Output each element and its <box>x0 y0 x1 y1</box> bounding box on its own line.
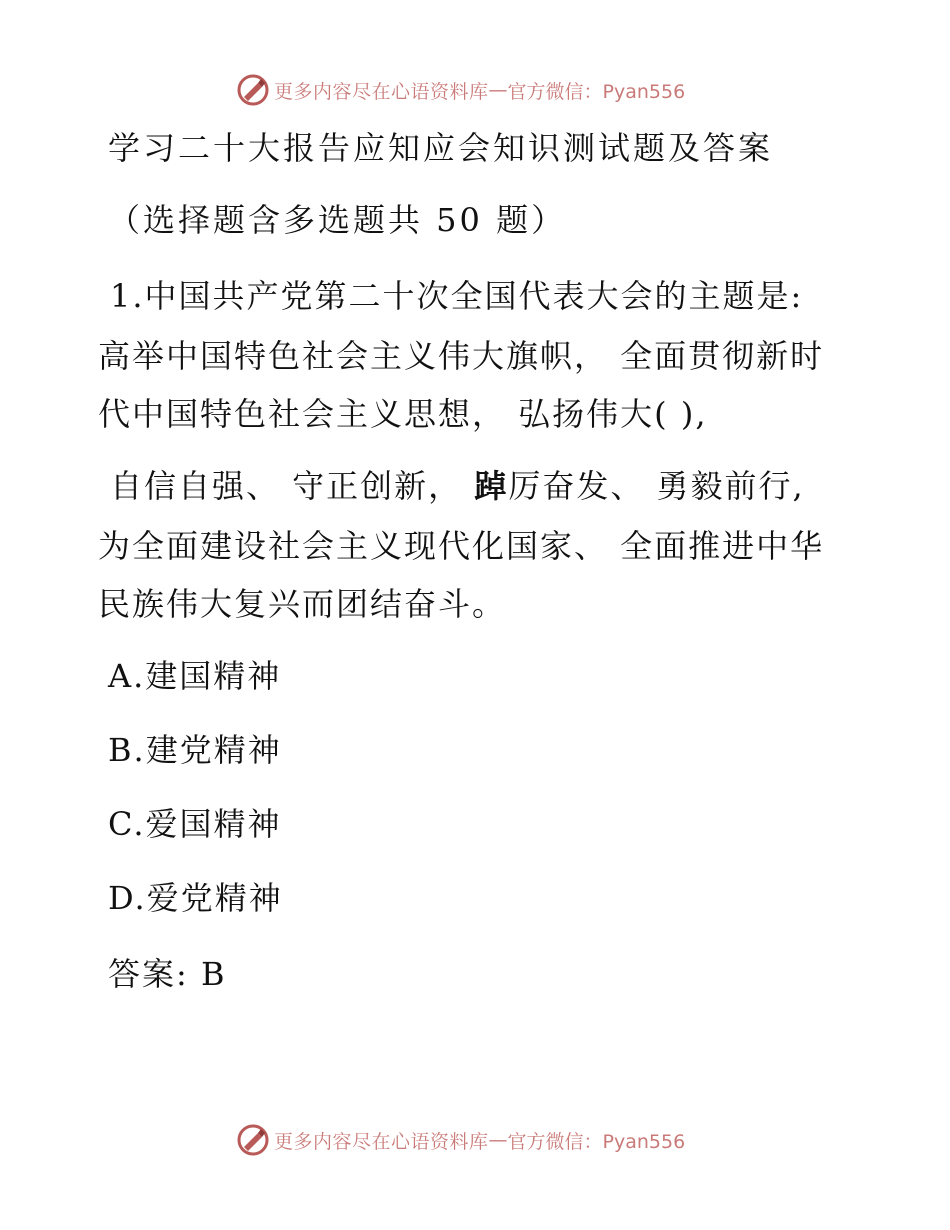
question-line: 为全面建设社会主义现代化国家、 全面推进中华 <box>98 527 825 565</box>
pen-logo-icon <box>236 1123 270 1157</box>
question-line: 1.中国共产党第二十次全国代表大会的主题是: <box>110 277 804 315</box>
header-watermark <box>236 72 685 108</box>
document-title: 学习二十大报告应知应会知识测试题及答案 <box>108 129 774 167</box>
option-d: D.爱党精神 <box>108 879 283 917</box>
option-b: B.建党精神 <box>108 731 282 769</box>
watermark-contact: 官方微信：Pyan556 <box>507 80 686 103</box>
watermark-text: 更多内容尽在心语资料库 <box>274 1130 489 1153</box>
question-line <box>110 466 805 506</box>
option-c: C.爱国精神 <box>108 805 282 843</box>
document-subtitle: （选择题含多选题共 50 题） <box>108 201 567 239</box>
footer-watermark <box>236 1122 685 1158</box>
question-line: 代中国特色社会主义思想， 弘扬伟大( ), <box>98 395 708 433</box>
question-line: 高举中国特色社会主义伟大旗帜， 全面贯彻新时 <box>98 337 825 375</box>
pen-logo-icon <box>236 73 270 107</box>
watermark-contact: 官方微信：Pyan556 <box>507 1130 686 1153</box>
question-line: 民族伟大复兴而团结奋斗。 <box>98 585 507 623</box>
watermark-text: 更多内容尽在心语资料库 <box>274 80 489 103</box>
question-text-segment: 自信自强、 守正创新， <box>110 467 475 505</box>
question-text-segment: 厉奋发、 勇毅前行, <box>508 467 805 505</box>
watermark-separator: — <box>488 79 508 101</box>
option-a: A.建国精神 <box>108 657 282 695</box>
watermark-separator: — <box>488 1129 508 1151</box>
answer-text: 答案: B <box>108 955 227 993</box>
question-bold-char: 踔 <box>474 467 509 505</box>
